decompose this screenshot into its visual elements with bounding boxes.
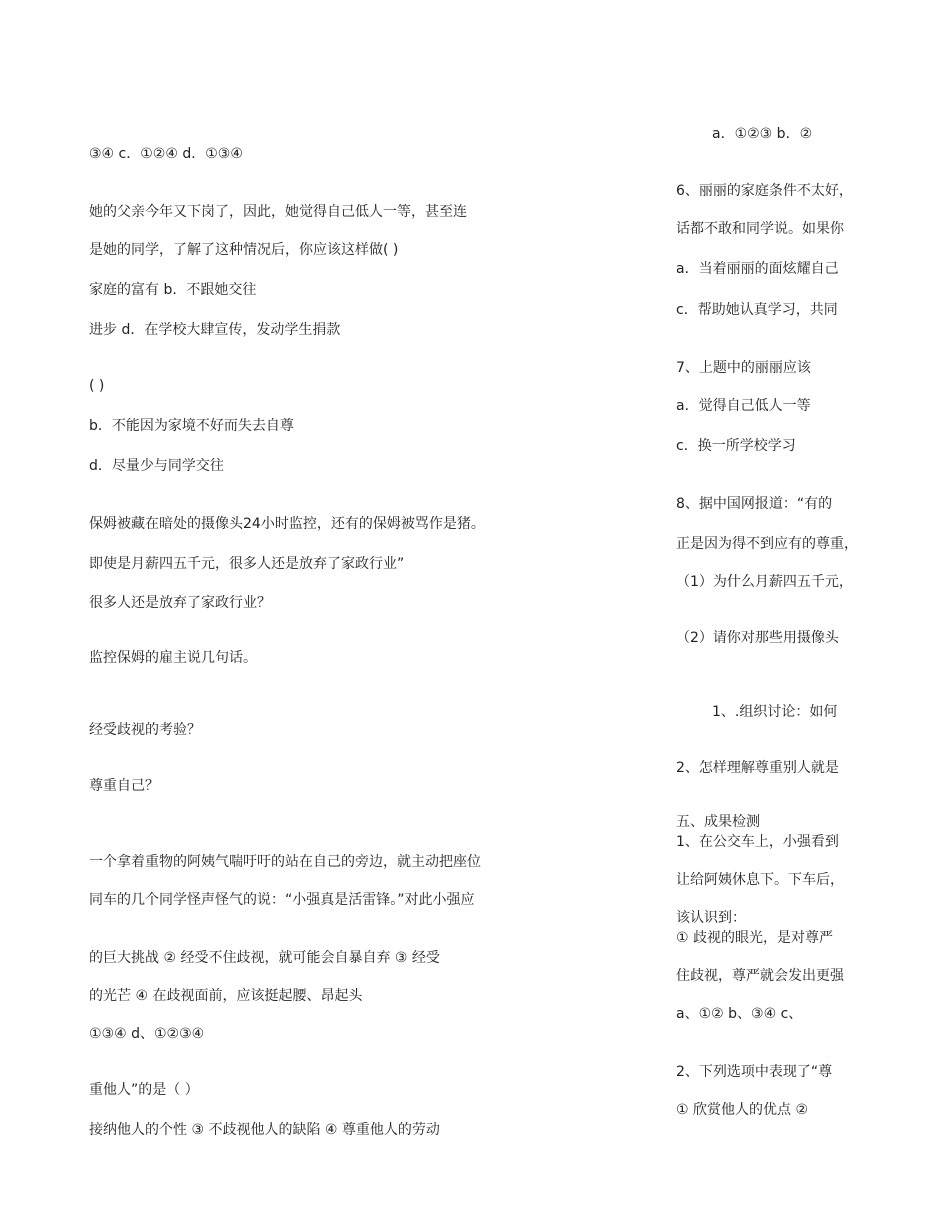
text-line: 接纳他人的个性 ③ 不歧视他人的缺陷 ④ 尊重他人的劳动	[89, 1122, 440, 1138]
text-line: a．当着丽丽的面炫耀自己	[676, 261, 839, 277]
text-line: a、①② b、③④ c、	[676, 1006, 803, 1022]
text-line: ( )	[89, 378, 105, 394]
text-line: 一个拿着重物的阿姨气喘吁吁的站在自己的旁边，就主动把座位	[89, 854, 481, 870]
text-line: ③④ c．①②④ d．①③④	[89, 146, 243, 162]
text-line: ①③④ d、①②③④	[89, 1026, 205, 1042]
text-line: 让给阿姨休息下。下车后，	[676, 872, 844, 888]
text-line: ① 欣赏他人的优点 ②	[676, 1102, 809, 1118]
text-line: d．尽量少与同学交往	[89, 458, 224, 474]
text-line: 进步 d．在学校大肆宣传，发动学生捐款	[89, 322, 341, 338]
text-line: c．换一所学校学习	[676, 438, 796, 454]
text-line: 很多人还是放弃了家政行业？	[89, 595, 271, 611]
text-line: 该认识到：	[676, 910, 746, 926]
text-line: 7、上题中的丽丽应该	[676, 360, 811, 376]
text-line: 家庭的富有 b．不跟她交往	[89, 282, 257, 298]
text-line: 经受歧视的考验？	[89, 722, 201, 738]
text-line: 即使是月薪四五千元，很多人还是放弃了家政行业”	[89, 556, 405, 572]
text-line: 保姆被藏在暗处的摄像头24小时监控，还有的保姆被骂作是猪。	[89, 516, 485, 532]
text-line: 五、成果检测	[676, 814, 760, 830]
text-line: 话都不敢和同学说。如果你	[676, 221, 844, 237]
text-line: ① 歧视的眼光，是对尊严	[676, 930, 834, 946]
text-line: （2）请你对那些用摄像头	[676, 630, 839, 646]
text-line: 2、下列选项中表现了“尊	[676, 1064, 833, 1080]
text-line: a．觉得自己低人一等	[676, 398, 811, 414]
text-line: b．不能因为家境不好而失去自尊	[89, 418, 294, 434]
text-line: 的光芒 ④ 在歧视面前，应该挺起腰、昂起头	[89, 988, 363, 1004]
text-line: 监控保姆的雇主说几句话。	[89, 650, 257, 666]
text-line: 6、丽丽的家庭条件不太好，	[676, 183, 853, 199]
text-line: 1、在公交车上，小强看到	[676, 834, 839, 850]
text-line: （1）为什么月薪四五千元，	[676, 574, 853, 590]
text-line: 1、.组织讨论：如何	[712, 704, 838, 720]
text-line: 正是因为得不到应有的尊重，	[676, 536, 858, 552]
text-line: c．帮助她认真学习，共同	[676, 302, 838, 318]
text-line: 重他人”的是（ ）	[89, 1082, 199, 1098]
text-line: 是她的同学，了解了这种情况后，你应该这样做( )	[89, 242, 399, 258]
text-line: 8、据中国网报道：“有的	[676, 496, 833, 512]
text-line: 尊重自己？	[89, 778, 159, 794]
text-line: 2、怎样理解尊重别人就是	[676, 760, 839, 776]
text-line: 同车的几个同学怪声怪气的说：“小强真是活雷锋。”对此小强应	[89, 892, 475, 908]
text-line: 的巨大挑战 ② 经受不住歧视，就可能会自暴自弃 ③ 经受	[89, 950, 440, 966]
text-line: a．①②③ b．②	[712, 126, 813, 142]
text-line: 住歧视，尊严就会发出更强	[676, 968, 844, 984]
text-line: 她的父亲今年又下岗了，因此，她觉得自己低人一等，甚至连	[89, 204, 467, 220]
